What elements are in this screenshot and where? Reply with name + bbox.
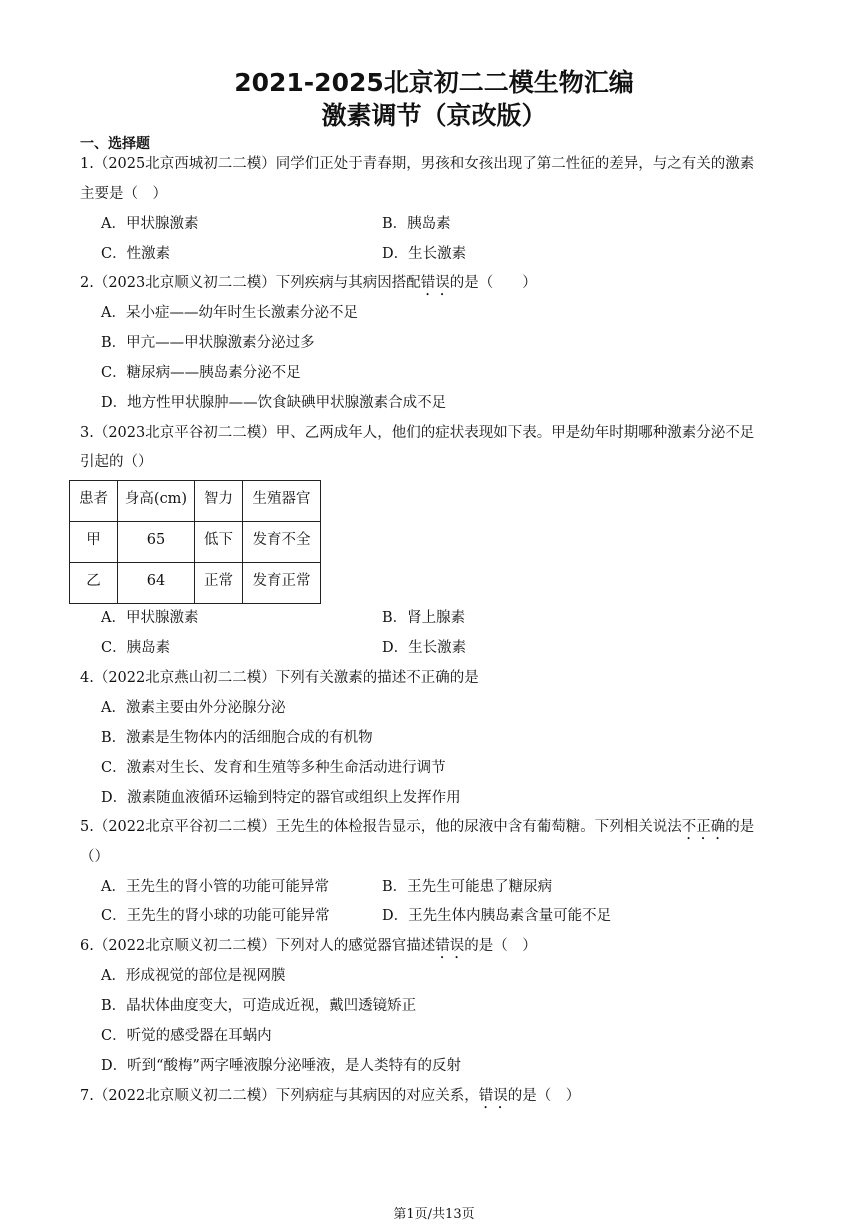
question-5-stem-post: 的是	[725, 819, 755, 835]
question-2-option-d: D．地方性甲状腺肿——饮食缺碘甲状腺激素合成不足	[101, 395, 447, 411]
table-header-cell: 身高(cm)	[118, 481, 195, 522]
question-3-option-c: C．胰岛素	[101, 640, 171, 656]
table-header-cell: 智力	[195, 481, 243, 522]
question-5-option-a: A．王先生的肾小管的功能可能异常	[101, 879, 329, 895]
question-5-option-d: D．王先生体内胰岛素含量可能不足	[382, 908, 612, 924]
question-5-stem	[80, 817, 754, 843]
table-row	[70, 522, 321, 563]
question-3-stem: 3.（2023北京平谷初二二模）甲、乙两成年人，他们的症状表现如下表。甲是幼年时期哪种激素分泌不足	[80, 425, 755, 441]
question-1-option-d: D．生长激素	[382, 246, 467, 262]
document-title: 2021-2025北京初二二模生物汇编	[234, 68, 634, 97]
question-7-emphasis: 错误	[478, 1088, 508, 1104]
question-5-option-c: C．王先生的肾小球的功能可能异常	[101, 908, 330, 924]
question-7-stem-pre: 7.（2022北京顺义初二二模）下列病症与其病因的对应关系，	[80, 1088, 479, 1104]
question-6-stem	[80, 936, 537, 962]
table-cell: 发育不全	[243, 522, 321, 563]
table-cell: 乙	[70, 563, 118, 604]
question-2-option-c: C．糖尿病——胰岛素分泌不足	[101, 365, 301, 381]
question-1-stem-cont: 主要是（ ）	[80, 186, 167, 202]
question-3-option-b: B．肾上腺素	[382, 610, 466, 626]
question-2-option-a: A．呆小症——幼年时生长激素分泌不足	[101, 305, 358, 321]
question-5-emphasis: 不正确	[681, 819, 726, 835]
question-6-emphasis: 错误	[435, 938, 465, 954]
question-1-option-a: A．甲状腺激素	[101, 216, 199, 232]
question-2-option-b: B．甲亢——甲状腺激素分泌过多	[101, 335, 315, 351]
question-6-stem-pre: 6.（2022北京顺义初二二模）下列对人的感觉器官描述	[80, 938, 436, 954]
question-5-stem-pre: 5.（2022北京平谷初二二模）王先生的体检报告显示，他的尿液中含有葡萄糖。下列相关说法	[80, 819, 682, 835]
question-1-option-c: C．性激素	[101, 246, 171, 262]
question-2-stem	[80, 273, 537, 299]
question-7-stem	[80, 1086, 580, 1112]
table-header-row	[70, 481, 321, 522]
question-4-stem: 4.（2022北京燕山初二二模）下列有关激素的描述不正确的是	[80, 670, 479, 686]
table-cell: 正常	[195, 563, 243, 604]
question-3-stem-cont: 引起的（）	[80, 454, 153, 470]
symptom-table	[69, 480, 321, 604]
question-6-option-c: C．听觉的感受器在耳蜗内	[101, 1028, 272, 1044]
question-5-option-b: B．王先生可能患了糖尿病	[382, 879, 553, 895]
table-header-cell: 生殖器官	[243, 481, 321, 522]
question-4-option-a: A．激素主要由外分泌腺分泌	[101, 700, 286, 716]
table-header-cell: 患者	[70, 481, 118, 522]
question-7-stem-post: 的是（ ）	[507, 1088, 581, 1104]
table-cell: 甲	[70, 522, 118, 563]
question-6-option-d: D．听到“酸梅”两字唾液腺分泌唾液，是人类特有的反射	[101, 1058, 461, 1074]
question-2-stem-post: 的是（ ）	[449, 275, 537, 291]
question-3-option-d: D．生长激素	[382, 640, 467, 656]
question-4-option-b: B．激素是生物体内的活细胞合成的有机物	[101, 730, 373, 746]
question-6-stem-post: 的是（ ）	[464, 938, 537, 954]
question-4-option-c: C．激素对生长、发育和生殖等多种生命活动进行调节	[101, 760, 446, 776]
table-cell: 低下	[195, 522, 243, 563]
question-1-stem: 1.（2025北京西城初二二模）同学们正处于青春期，男孩和女孩出现了第二性征的差异，与之有关的激素	[80, 156, 755, 172]
table-cell: 发育正常	[243, 563, 321, 604]
question-5-stem-cont: （）	[80, 849, 109, 865]
question-2-emphasis: 错误	[420, 275, 450, 291]
section-heading: 一、选择题	[80, 136, 150, 152]
question-2-stem-pre: 2.（2023北京顺义初二二模）下列疾病与其病因搭配	[80, 275, 421, 291]
question-1-option-b: B．胰岛素	[382, 216, 451, 232]
question-6-option-a: A．形成视觉的部位是视网膜	[101, 968, 286, 984]
question-6-option-b: B．晶状体曲度变大，可造成近视，戴凹透镜矫正	[101, 998, 417, 1014]
document-subtitle: 激素调节（京改版）	[321, 101, 547, 130]
page-number: 第1页/共13页	[393, 1207, 475, 1222]
question-4-option-d: D．激素随血液循环运输到特定的器官或组织上发挥作用	[101, 790, 461, 806]
table-cell: 65	[118, 522, 195, 563]
table-row	[70, 563, 321, 604]
table-cell: 64	[118, 563, 195, 604]
question-3-option-a: A．甲状腺激素	[101, 610, 199, 626]
